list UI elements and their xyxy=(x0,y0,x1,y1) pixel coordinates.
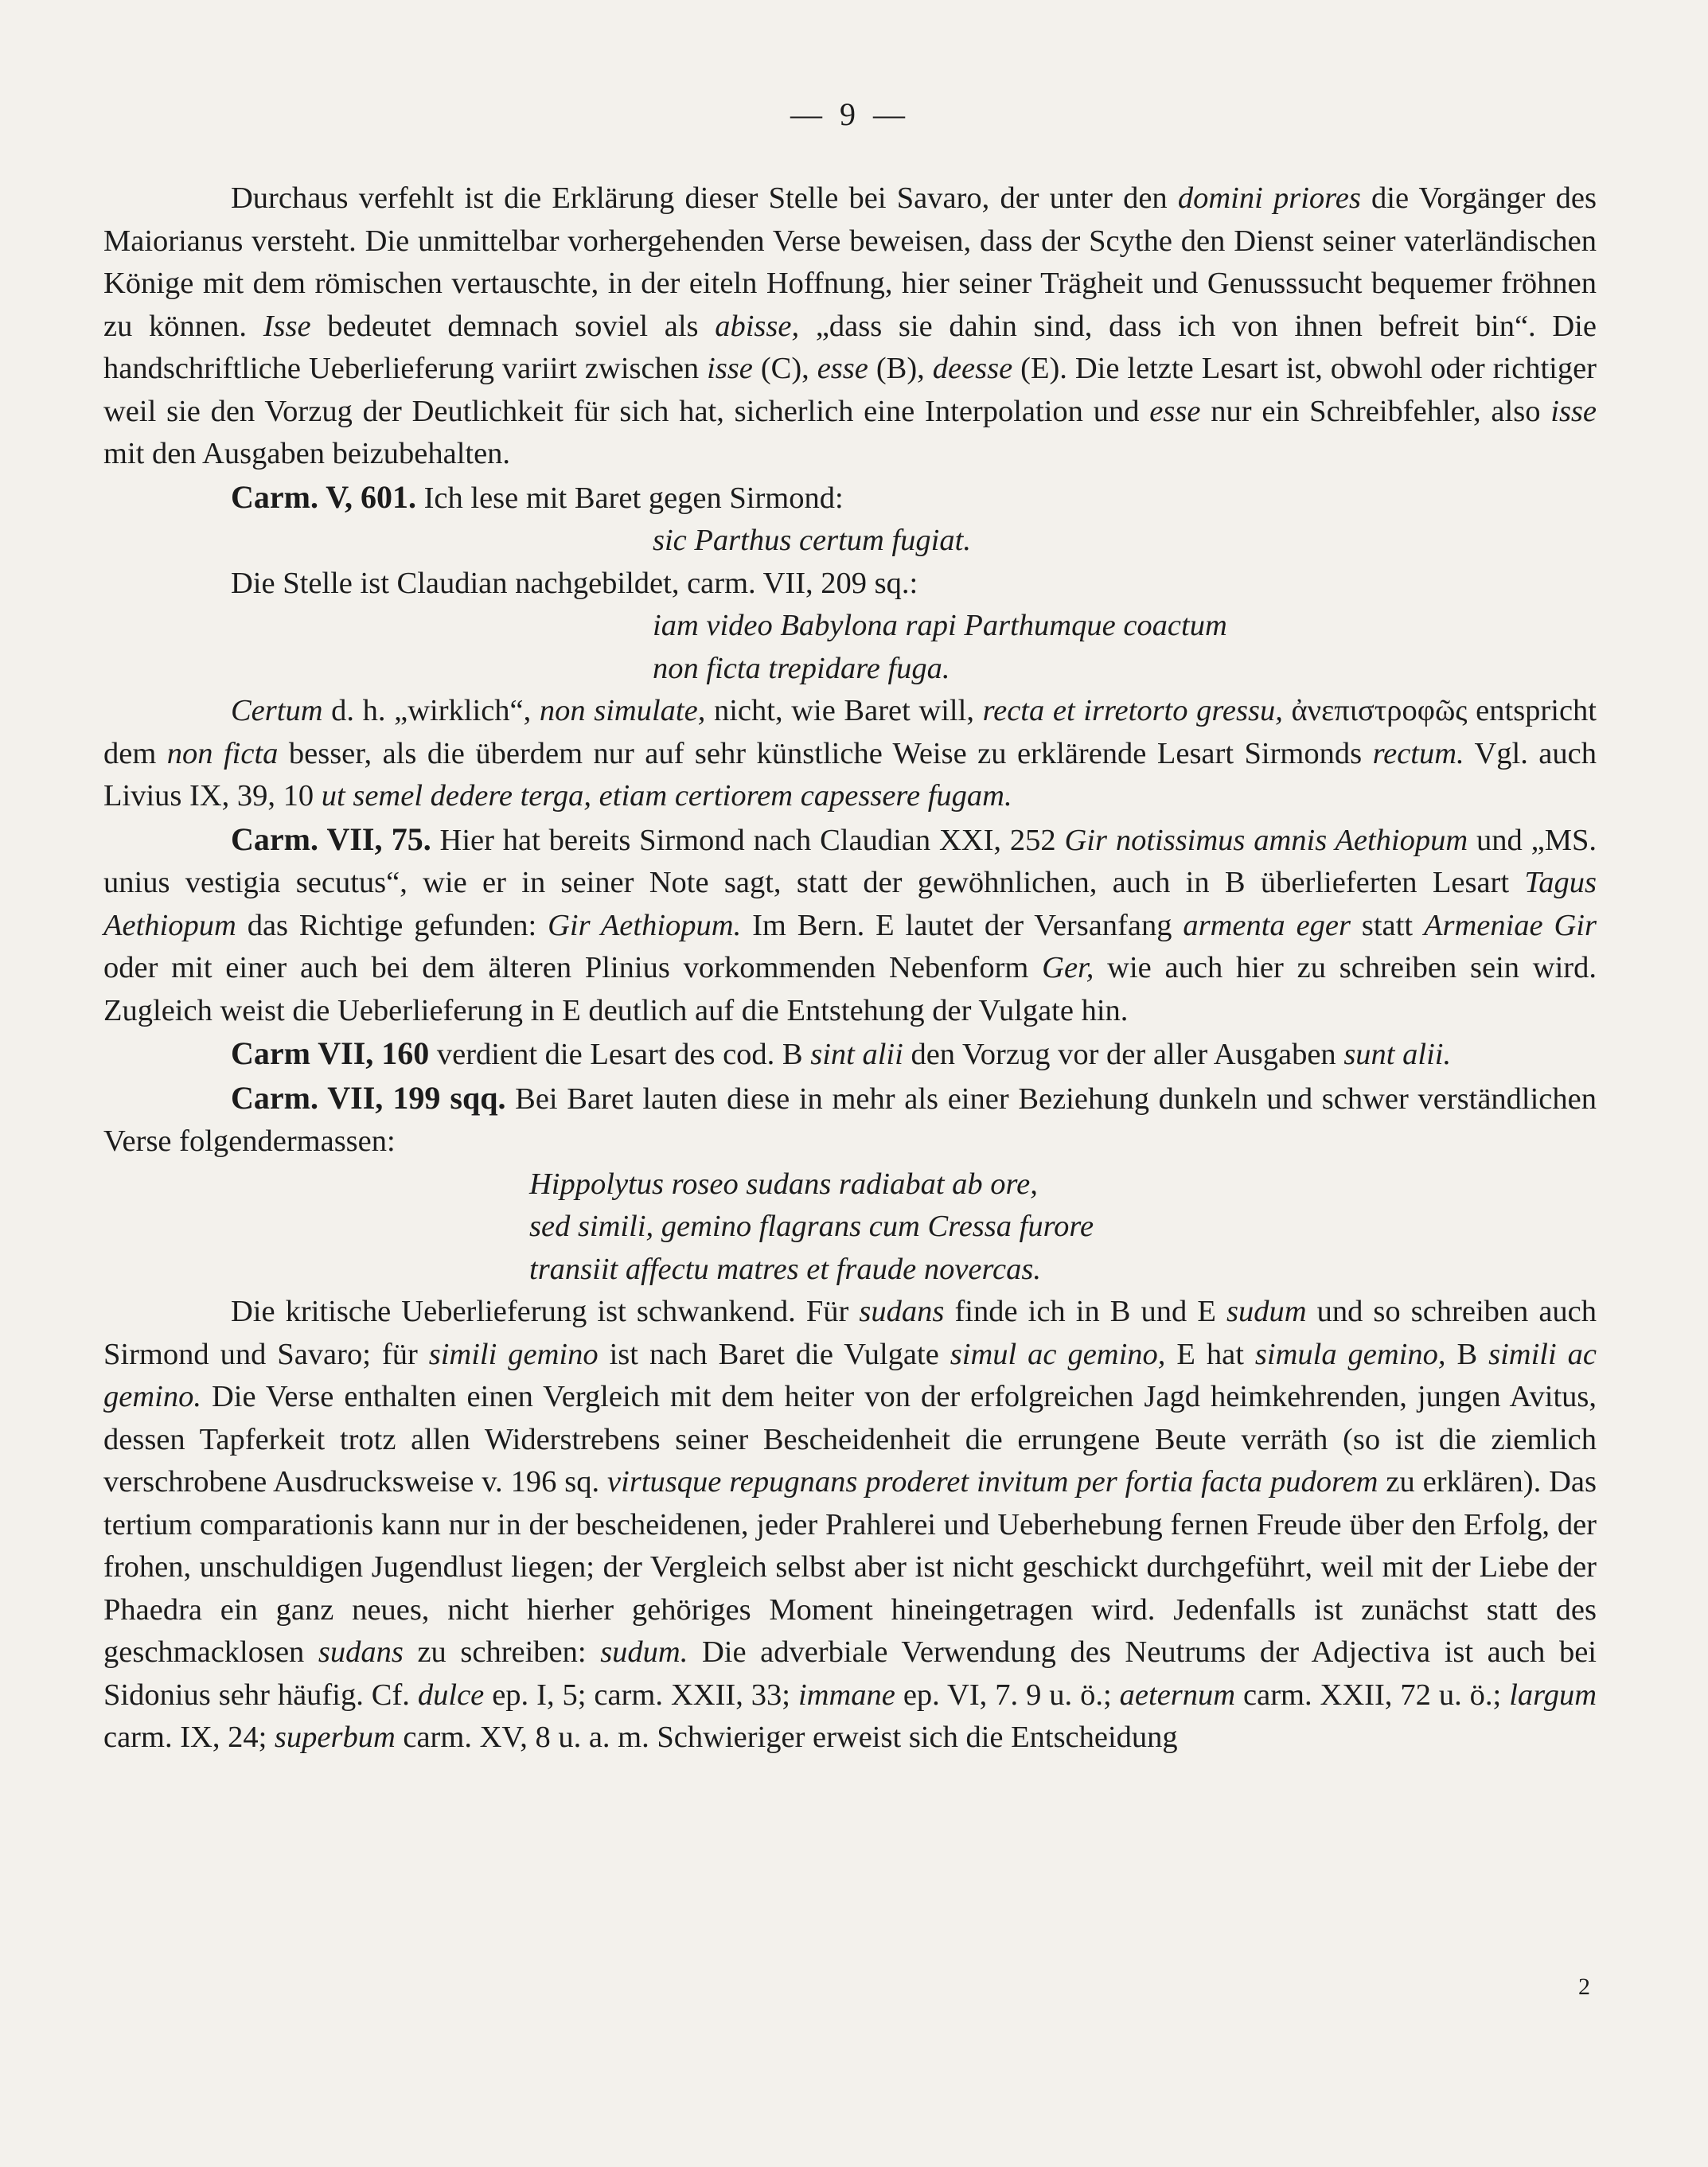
paragraph-kritische-ueberlieferung: Die kritische Ueberlieferung ist schwankend. Für sudans finde ich in B und E sudum und so schreiben auch Sirmond und Savaro; für simili gemino ist nach Baret die Vulgate simul ac gemino, E hat simula gemino, B simili ac gemino. Die Verse enthalten einen Vergleich mit dem heiter von der erfolgreichen Jagd heimkehrenden, jungen Avitus, dessen Tapferkeit trotz allen Widerstrebens seiner Bescheidenheit die errungene Beute verräth (so ist die ziemlich verschrobene Ausdrucksweise v. 196 sq. virtusque repugnans proderet invitum per fortia facta pudorem zu erklären). Das tertium comparationis kann nur in der bescheidenen, jeder Prahlerei und Ueberhebung fernen Freude über den Erfolg, der frohen, unschuldigen Jugendlust liegen; der Vergleich selbst aber ist nicht geschickt durchgeführt, weil mit der Liebe der Phaedra ein ganz neues, nicht hierher gehöriges Moment hineingetragen wird. Jedenfalls ist zunächst statt des geschmacklosen sudans zu schreiben: sudum. Die adverbiale Verwendung des Neutrums der Adjectiva ist auch bei Sidonius sehr häufig. Cf. dulce ep. I, 5; carm. XXII, 33; immane ep. VI, 7. 9 u. ö.; aeternum carm. XXII, 72 u. ö.; largum carm. IX, 24; superbum carm. XV, 8 u. a. m. Schwieriger erweist sich die Entscheidung xyxy=(103,1295,1597,1754)
verse-quote-3-line-3: transiit affectu matres et fraude novercas. xyxy=(529,1252,1041,1286)
paragraph-carm-vii-160: Carm VII, 160 verdient die Lesart des cod. B sint alii den Vorzug vor der aller Ausgaben sunt alii. xyxy=(231,1035,1452,1071)
signature-mark: 2 xyxy=(1578,1974,1590,2000)
section-heading: Carm. VII, 75. xyxy=(231,820,431,857)
section-heading: Carm. VII, 199 sqq. xyxy=(231,1079,506,1116)
verse-quote-2-line-1: iam video Babylona rapi Parthumque coactum xyxy=(653,609,1227,642)
paragraph-claudian: Die Stelle ist Claudian nachgebildet, carm. VII, 209 sq.: xyxy=(231,566,918,600)
verse-quote-2-line-2: non ficta trepidare fuga. xyxy=(653,651,950,685)
paragraph-carm-vii-75: Carm. VII, 75. Hier hat bereits Sirmond nach Claudian XXI, 252 Gir notissimus amnis Aethiopum und „MS. unius vestigia secutus“, wie er in seiner Note sagt, statt der gewöhnlichen, auch in B überlieferten Lesart Tagus Aethiopum das Richtige gefunden: Gir Aethiopum. Im Bern. E lautet der Versanfang armenta eger statt Armeniae Gir oder mit einer auch bei dem älteren Plinius vorkommenden Nebenform Ger, wie auch hier zu schreiben sein wird. Zugleich weist die Ueberlieferung in E deutlich auf die Entstehung der Vulgate hin. xyxy=(103,820,1597,1027)
page-number: — 9 — xyxy=(790,96,910,132)
verse-quote-3-line-2: sed simili, gemino flagrans cum Cressa furore xyxy=(529,1210,1094,1243)
paragraph-carm-v-601: Carm. V, 601. Ich lese mit Baret gegen Sirmond: xyxy=(231,478,844,515)
paragraph-certum: Certum d. h. „wirklich“, non simulate, nicht, wie Baret will, recta et irretorto gressu, ἀνεπιστροφῶς entspricht dem non ficta besser, als die überdem nur auf sehr künstliche Weise zu erklärende Lesart Sirmonds rectum. Vgl. auch Livius IX, 39, 10 ut semel dedere terga, etiam certiorem capessere fugam. xyxy=(103,694,1597,813)
verse-quote-3-line-1: Hippolytus roseo sudans radiabat ab ore, xyxy=(529,1167,1038,1201)
paragraph-carm-vii-199: Carm. VII, 199 sqq. Bei Baret lauten diese in mehr als einer Beziehung dunkeln und schwer verständlichen Verse folgendermassen: xyxy=(103,1079,1597,1158)
section-heading: Carm VII, 160 xyxy=(231,1035,430,1071)
verse-quote-1: sic Parthus certum fugiat. xyxy=(653,524,971,557)
paragraph-1: Durchaus verfehlt ist die Erklärung dieser Stelle bei Savaro, der unter den domini priores die Vorgänger des Maiorianus versteht. Die unmittelbar vorhergehenden Verse beweisen, dass der Scythe den Dienst seiner vaterländischen Könige mit dem römischen vertauschte, in der eiteln Hoffnung, hier seiner Trägheit und Genusssucht bequemer fröhnen zu können. Isse bedeutet demnach soviel als abisse, „dass sie dahin sind, dass ich von ihnen befreit bin“. Die handschriftliche Ueberlieferung variirt zwischen isse (C), esse (B), deesse (E). Die letzte Lesart ist, obwohl oder richtiger weil sie den Vorzug der Deutlichkeit für sich hat, sicherlich eine Interpolation und esse nur ein Schreibfehler, also isse mit den Ausgaben beizubehalten. xyxy=(103,181,1597,470)
section-heading: Carm. V, 601. xyxy=(231,478,416,515)
